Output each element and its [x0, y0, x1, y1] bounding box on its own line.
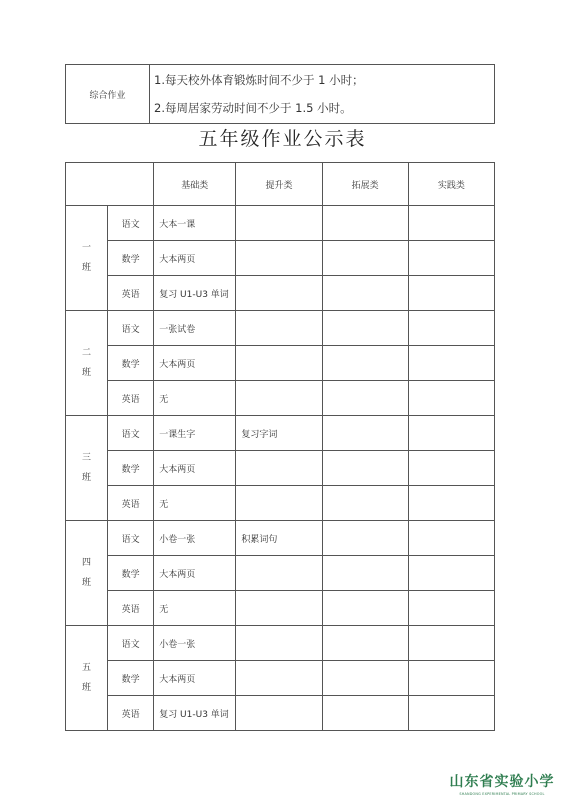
expand-cell — [322, 381, 408, 416]
school-logo — [449, 771, 555, 796]
improve-cell — [236, 311, 322, 346]
subject-cell: 英语 — [108, 381, 154, 416]
practice-cell — [408, 661, 494, 696]
comprehensive-label: 综合作业 — [66, 65, 150, 124]
class-name-char: 四 — [82, 558, 92, 568]
practice-cell — [408, 486, 494, 521]
expand-cell — [322, 346, 408, 381]
table-row — [66, 556, 495, 591]
subject-cell: 英语 — [108, 486, 154, 521]
class-name-cell — [66, 416, 108, 521]
expand-cell — [322, 451, 408, 486]
improve-cell — [236, 451, 322, 486]
improve-cell: 复习字词 — [236, 416, 322, 451]
table-row — [66, 696, 495, 731]
subject-cell: 英语 — [108, 696, 154, 731]
class-name-cell — [66, 206, 108, 311]
subject-cell: 数学 — [108, 556, 154, 591]
improve-cell — [236, 486, 322, 521]
logo-chinese-name: 山东省实验小学 — [449, 774, 555, 790]
expand-cell — [322, 626, 408, 661]
subject-cell: 语文 — [108, 206, 154, 241]
header-expand: 拓展类 — [322, 163, 408, 206]
comprehensive-line: 2.每周居家劳动时间不少于 1.5 小时。 — [154, 101, 352, 115]
table-row — [66, 591, 495, 626]
subject-cell: 数学 — [108, 346, 154, 381]
improve-cell — [236, 661, 322, 696]
practice-cell — [408, 591, 494, 626]
practice-cell — [408, 521, 494, 556]
expand-cell — [322, 661, 408, 696]
basic-cell: 大本两页 — [154, 241, 236, 276]
practice-cell — [408, 556, 494, 591]
header-practice: 实践类 — [408, 163, 494, 206]
class-name-char: 五 — [82, 663, 92, 673]
basic-cell: 大本两页 — [154, 346, 236, 381]
basic-cell: 无 — [154, 486, 236, 521]
basic-cell: 大本两页 — [154, 661, 236, 696]
table-row — [66, 346, 495, 381]
table-row — [66, 451, 495, 486]
comprehensive-lines — [150, 65, 495, 124]
class-name-char: 二 — [82, 348, 92, 358]
improve-cell — [236, 241, 322, 276]
comprehensive-homework-table — [65, 64, 495, 124]
improve-cell — [236, 206, 322, 241]
practice-cell — [408, 381, 494, 416]
header-basic: 基础类 — [154, 163, 236, 206]
improve-cell — [236, 381, 322, 416]
practice-cell — [408, 696, 494, 731]
basic-cell: 无 — [154, 591, 236, 626]
class-name-cell — [66, 311, 108, 416]
table-row — [66, 381, 495, 416]
class-name-cell — [66, 626, 108, 731]
table-row — [66, 416, 495, 451]
header-improve: 提升类 — [236, 163, 322, 206]
subject-cell: 语文 — [108, 311, 154, 346]
improve-cell: 积累词句 — [236, 521, 322, 556]
practice-cell — [408, 241, 494, 276]
table-row — [66, 241, 495, 276]
basic-cell: 大本两页 — [154, 556, 236, 591]
improve-cell — [236, 591, 322, 626]
practice-cell — [408, 276, 494, 311]
page-title: 五年级作业公示表 — [198, 128, 367, 150]
basic-cell: 无 — [154, 381, 236, 416]
subject-cell: 数学 — [108, 241, 154, 276]
basic-cell: 复习 U1-U3 单词 — [154, 276, 236, 311]
subject-cell: 数学 — [108, 451, 154, 486]
basic-cell: 一张试卷 — [154, 311, 236, 346]
subject-cell: 英语 — [108, 591, 154, 626]
practice-cell — [408, 346, 494, 381]
expand-cell — [322, 311, 408, 346]
improve-cell — [236, 626, 322, 661]
subject-cell: 数学 — [108, 661, 154, 696]
expand-cell — [322, 521, 408, 556]
logo-english-name: SHANDONG EXPERIMENTAL PRIMARY SCHOOL — [459, 792, 545, 796]
table-header-row — [66, 163, 495, 206]
expand-cell — [322, 416, 408, 451]
practice-cell — [408, 311, 494, 346]
expand-cell — [322, 696, 408, 731]
class-name-char: 班 — [82, 473, 92, 483]
table-row — [66, 661, 495, 696]
expand-cell — [322, 241, 408, 276]
class-name-char: 班 — [82, 683, 92, 693]
improve-cell — [236, 696, 322, 731]
improve-cell — [236, 276, 322, 311]
subject-cell: 语文 — [108, 521, 154, 556]
basic-cell: 一课生字 — [154, 416, 236, 451]
basic-cell: 大本两页 — [154, 451, 236, 486]
table-row — [66, 486, 495, 521]
expand-cell — [322, 556, 408, 591]
table-row — [66, 206, 495, 241]
header-empty-cell — [66, 163, 154, 206]
basic-cell: 复习 U1-U3 单词 — [154, 696, 236, 731]
improve-cell — [236, 556, 322, 591]
class-name-char: 三 — [82, 453, 92, 463]
table-row — [66, 626, 495, 661]
subject-cell: 语文 — [108, 626, 154, 661]
subject-cell: 英语 — [108, 276, 154, 311]
practice-cell — [408, 626, 494, 661]
basic-cell: 小卷一张 — [154, 521, 236, 556]
practice-cell — [408, 206, 494, 241]
table-row — [66, 276, 495, 311]
expand-cell — [322, 206, 408, 241]
subject-cell: 语文 — [108, 416, 154, 451]
practice-cell — [408, 451, 494, 486]
expand-cell — [322, 591, 408, 626]
basic-cell: 小卷一张 — [154, 626, 236, 661]
expand-cell — [322, 276, 408, 311]
practice-cell — [408, 416, 494, 451]
homework-table — [65, 162, 495, 731]
comprehensive-line: 1.每天校外体育锻炼时间不少于 1 小时； — [154, 73, 364, 87]
class-name-char: 班 — [82, 578, 92, 588]
table-row — [66, 311, 495, 346]
table-row — [66, 521, 495, 556]
class-name-char: 一 — [82, 243, 92, 253]
expand-cell — [322, 486, 408, 521]
class-name-cell — [66, 521, 108, 626]
improve-cell — [236, 346, 322, 381]
basic-cell: 大本一课 — [154, 206, 236, 241]
class-name-char: 班 — [82, 368, 92, 378]
class-name-char: 班 — [82, 263, 92, 273]
